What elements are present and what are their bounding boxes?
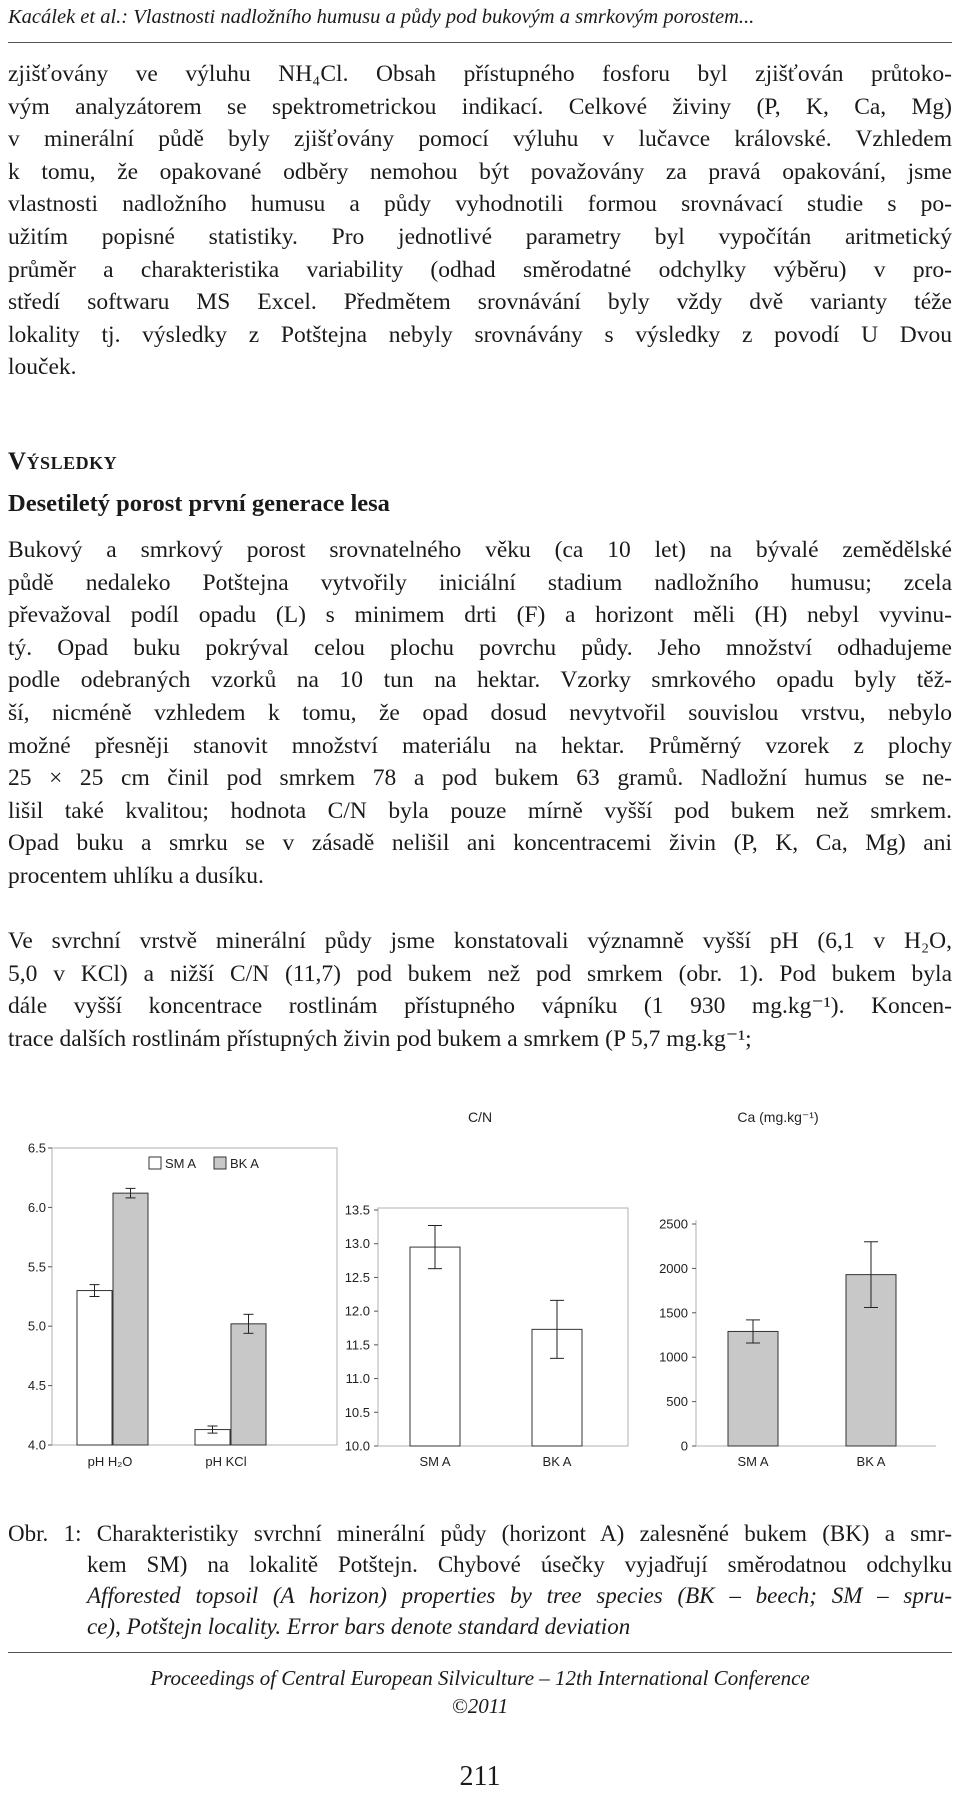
footer-rule — [8, 1652, 952, 1653]
methods-paragraph-line: vým analyzátorem se spektrometrickou indikací. Celkové živiny (P, K, Ca, Mg) — [8, 93, 952, 120]
chart-2-y-tick-label: 13.5 — [344, 1202, 370, 1218]
figure-caption — [8, 1518, 952, 1642]
methods-paragraph-line: průměr a charakteristika variability (odhad směrodatné odchylky výběru) v pro- — [8, 256, 952, 283]
results-paragraph-2-line: dále vyšší koncentrace rostlinám přístupného vápníku (1 930 mg.kg⁻¹). Koncen- — [8, 993, 952, 1020]
chart-3-y-tick-label: 0 — [680, 1438, 688, 1454]
chart-1-y-tick-label: 5.0 — [27, 1318, 46, 1334]
results-paragraph-2-line: trace dalších rostlinám přístupných živin pod bukem a smrkem (P 5,7 mg.kg⁻¹; — [8, 1025, 752, 1052]
results-paragraph-1-line: Bukový a smrkový porost srovnatelného věku (ca 10 let) na bývalé zemědělské — [8, 537, 952, 563]
legend-swatch-bk — [214, 1157, 226, 1169]
chart-2-title: C/N — [467, 1109, 493, 1125]
chart-1-bar-bk-1 — [113, 1193, 148, 1445]
chart-1-y-tick-label: 6.0 — [27, 1199, 46, 1215]
chart-2-category-label: SM A — [419, 1454, 451, 1469]
results-paragraph-1-line: Opad buku a smrku se v zásadě nelišil ani koncentracemi živin (P, K, Ca, Mg) ani — [8, 830, 952, 857]
chart-2-y-tick-label: 12.5 — [344, 1269, 370, 1285]
chart-3-y-tick-label: 1000 — [659, 1349, 688, 1365]
chart-1-y-tick-label: 4.5 — [27, 1378, 46, 1394]
caption-cz-text-1: Charakteristiky svrchní minerální půdy (horizont A) zalesněné bukem (BK) a smr- — [96, 1521, 952, 1546]
running-head: Kacálek et al.: Vlastnosti nadložního humusu a půdy pod bukovým a smrkovým porostem... — [8, 6, 755, 28]
chart-1-y-tick-label: 4.0 — [27, 1437, 46, 1453]
chart-3-category-label: SM A — [737, 1454, 769, 1469]
chart-2-bar-1 — [410, 1247, 460, 1446]
results-paragraph-2-line: 5,0 v KCl) a nižší C/N (11,7) pod bukem než pod smrkem (obr. 1). Pod bukem byla — [8, 960, 952, 987]
methods-paragraph-line: vlastnosti nadložního humusu a půdy vyhodnotili formou srovnávací studie s po- — [8, 191, 952, 218]
subsection-title: Desetiletý porost první generace lesa — [8, 490, 390, 517]
chart-1-category-label: pH KCl — [205, 1454, 247, 1469]
chart-3-category-label: BK A — [856, 1454, 886, 1469]
chart-1-bar-sm-1 — [77, 1291, 112, 1445]
legend-label-bk: BK A — [230, 1156, 259, 1171]
methods-paragraph-line: užitím popisné statistiky. Pro jednotlivé parametry byl vypočítán aritmetický — [8, 223, 952, 250]
chart-2-y-tick-label: 10.0 — [344, 1438, 370, 1454]
results-paragraph-1-line: 25 × 25 cm činil pod smrkem 78 a pod bukem 63 gramů. Nadložní humus se ne- — [8, 765, 952, 792]
footer-copyright: ©2011 — [451, 1694, 509, 1718]
caption-label: Obr. 1: — [8, 1521, 82, 1546]
chart-2-y-tick-label: 11.5 — [345, 1337, 370, 1353]
chart-1-bar-bk-2 — [231, 1324, 266, 1445]
legend-label-sm: SM A — [165, 1156, 197, 1171]
results-paragraph-2 — [8, 925, 952, 1055]
page-number: 211 — [459, 1761, 501, 1792]
caption-cz-line-1 — [8, 1518, 952, 1549]
chart-3-y-tick-label: 500 — [666, 1394, 688, 1410]
caption-en-line-1: Afforested topsoil (A horizon) properties by tree species (BK – beech; SM – spru- — [87, 1583, 952, 1608]
chart-2-y-tick-label: 13.0 — [344, 1236, 370, 1252]
section-title: Výsledky — [8, 448, 118, 475]
chart-3-bar-1 — [728, 1331, 778, 1446]
methods-paragraph-line: lokality tj. výsledky z Potštejna nebyly srovnávány s výsledky z povodí U Dvou — [8, 321, 952, 348]
chart-2-y-tick-label: 12.0 — [344, 1303, 370, 1319]
results-paragraph-1-line: tý. Opad buku pokrýval celou plochu povrchu půdy. Jeho množství odhadujeme — [8, 634, 952, 661]
chart-1-category-label: pH H₂O — [87, 1454, 133, 1469]
chart-2-y-tick-label: 11.0 — [345, 1371, 370, 1387]
footer-proceedings: Proceedings of Central European Silviculture – 12th International Conference — [150, 1666, 810, 1690]
results-paragraph-1-line: půdě nedaleko Potštejna vytvořily iniciální stadium nadložního humusu; zcela — [8, 569, 952, 596]
methods-paragraph-line: k tomu, že opakované odběry nemohou být považovány za pravá opakování, jsme — [8, 158, 952, 185]
results-paragraph-1-line: procentem uhlíku a dusíku. — [8, 862, 264, 889]
results-paragraph-2-line: Ve svrchní vrstvě minerální půdy jsme konstatovali významně vyšší pH (6,1 v H₂O, — [8, 928, 952, 954]
chart-3-y-tick-label: 2000 — [659, 1260, 688, 1276]
header-rule — [8, 42, 952, 43]
chart-2-y-tick-label: 10.5 — [344, 1404, 370, 1420]
chart-1-y-tick-label: 6.5 — [27, 1140, 46, 1156]
figure-1-charts — [0, 1088, 960, 1488]
chart-2-category-label: BK A — [542, 1454, 572, 1469]
results-paragraph-1 — [8, 534, 952, 893]
methods-paragraph-line: středí softwaru MS Excel. Předmětem srovnávání byly vždy dvě varianty téže — [8, 289, 952, 316]
legend-swatch-sm — [149, 1157, 161, 1169]
chart-3-y-tick-label: 1500 — [659, 1305, 688, 1321]
caption-cz-line-2: kem SM) na lokalitě Potštejn. Chybové úsečky vyjadřují směrodatnou odchylku — [87, 1552, 952, 1577]
results-paragraph-1-line: převažoval podíl opadu (L) s minimem drti (F) a horizont měli (H) nebyl vyvinu- — [8, 602, 952, 629]
results-paragraph-1-line: ší, nicméně vzhledem k tomu, že opad dosud nevytvořil souvislou vrstvu, nebylo — [8, 699, 952, 726]
methods-paragraph-line: zjišťovány ve výluhu NH₄Cl. Obsah přístupného fosforu byl zjišťován průtoko- — [8, 61, 952, 87]
methods-paragraph-line: louček. — [8, 354, 77, 381]
chart-1-y-tick-label: 5.5 — [27, 1259, 46, 1275]
results-paragraph-1-line: podle odebraných vzorků na 10 tun na hektar. Vzorky smrkového opadu byly těž- — [8, 667, 952, 694]
chart-3-title: Ca (mg.kg⁻¹) — [737, 1109, 819, 1125]
caption-en-line-2: ce), Potštejn locality. Error bars denote standard deviation — [87, 1614, 631, 1639]
chart-3-y-tick-label: 2500 — [659, 1216, 688, 1232]
results-paragraph-1-line: možné přesněji stanovit množství materiálu na hektar. Průměrný vzorek z plochy — [8, 732, 952, 759]
methods-paragraph-line: v minerální půdě byly zjišťovány pomocí výluhu v lučavce královské. Vzhledem — [8, 126, 952, 153]
methods-paragraph — [8, 58, 952, 384]
results-paragraph-1-line: lišil také kvalitou; hodnota C/N byla pouze mírně vyšší pod bukem než smrkem. — [8, 797, 952, 824]
